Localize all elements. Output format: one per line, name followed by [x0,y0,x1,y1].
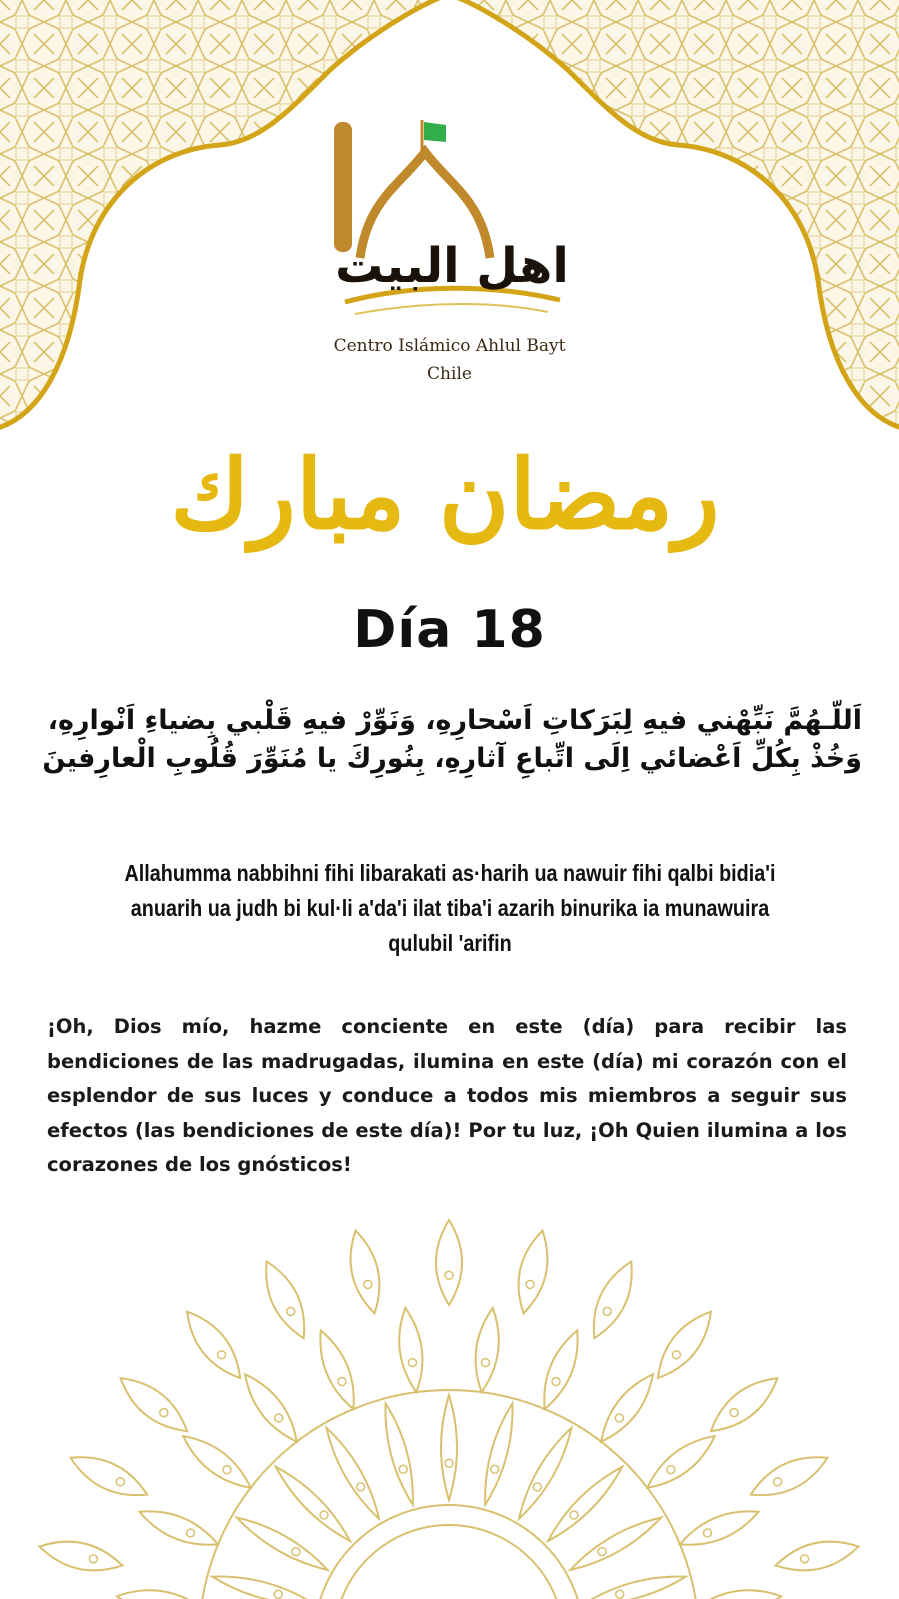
mandala-part [160,1409,168,1417]
mandala-part [672,1351,680,1359]
mandala-part [697,1590,781,1599]
mandala-part [276,1467,350,1541]
mandala-part [570,1511,578,1519]
mandala-part [526,1280,534,1288]
mandala-part [287,1307,295,1315]
mandala-part [711,1378,777,1431]
mandala-part [533,1483,541,1491]
mandala-part [385,1403,412,1504]
mandala-part [491,1465,499,1473]
mandala-part [274,1590,282,1598]
mandala-part [212,1576,313,1599]
geometric-pattern-header [0,0,899,460]
mandala-part [89,1555,97,1563]
mandala-part [751,1457,828,1495]
mandala-part [482,1359,490,1367]
day-title: Día 18 [353,600,546,660]
mandala-part [399,1308,422,1392]
mandala-part [364,1280,372,1288]
mandala-part [667,1466,675,1474]
mandala-part [314,1505,584,1599]
mandala-part [598,1548,606,1556]
mandala-part [544,1331,577,1410]
org-country: Chile [427,364,472,384]
mandala-part [71,1457,148,1495]
mandala-part [199,1390,699,1599]
mandala-part [338,1378,346,1386]
mandala-part [116,1478,124,1486]
mandala-part [519,1428,572,1519]
mandala-part [647,1436,714,1488]
ramadan-mubarak-calligraphy: رمضان مبارك [170,438,720,551]
mandala-part [548,1467,622,1541]
mandala-part [408,1359,416,1367]
org-name: Centro Islámico Ahlul Bayt [333,336,566,356]
mandala-part [776,1542,859,1571]
mandala-part [223,1466,231,1474]
mandala-part [680,1511,759,1544]
mandala-part [485,1403,512,1504]
mandala-part [320,1511,328,1519]
mandala-part [357,1483,365,1491]
mandala-part [40,1542,123,1571]
mandala-part [436,1220,462,1305]
green-flag-icon [424,122,446,142]
mandala-part [603,1307,611,1315]
dua-arabic-text: اَللّـهُمَّ نَبِّهْني فيهِ لِبَرَكاتِ اَسْحارِهِ، وَنَوِّرْ فيهِ قَلْبي بِضياءِ اَنْوارِهِ، وَخُذْ بِكُلِّ اَعْضائي اِلَى اتِّباعِ آثارِهِ، بِنُورِكَ يا مُنَوِّرَ قُلُوبِ الْعارِفينَ [42,705,862,774]
mandala-part [519,1231,548,1314]
mandala-part [140,1511,219,1544]
logo-arabic-text: اهل البيت [335,238,569,294]
mandala-part [616,1590,624,1598]
mandala-part [774,1478,782,1486]
mandala-part [476,1308,499,1392]
mandala-part [801,1555,809,1563]
mandala-part [183,1436,250,1488]
mandala-part [237,1518,328,1571]
mandala-part [658,1312,711,1378]
mandala-part [187,1312,240,1378]
mandala-part [570,1518,661,1571]
mandala-part [445,1271,453,1279]
mandala-part [445,1459,453,1467]
mandala-ornament [29,1220,869,1599]
mandala-part [552,1378,560,1386]
mandala-part [266,1262,304,1339]
mandala-part [615,1414,623,1422]
mandala-part [320,1331,353,1410]
mandala-part [327,1428,380,1519]
mandala-part [292,1548,300,1556]
mandala-part [594,1262,632,1339]
mandala-part [334,1525,564,1599]
mandala-part [703,1529,711,1537]
dua-transliteration: Allahumma nabbihni fihi libarakati as·harih ua nawuir fihi qalbi bidia'i anuarih ua judh bi kul·li a'da'i ilat tiba'i azarih binurika ia munawuira qulubil 'arifin [124,860,776,956]
mandala-part [275,1414,283,1422]
mandala-part [117,1590,201,1599]
mandala-part [187,1529,195,1537]
mandala-part [399,1465,407,1473]
mandala-part [730,1409,738,1417]
mandala-part [218,1351,226,1359]
mandala-part [601,1374,653,1441]
mandala-part [441,1395,457,1500]
mandala-part [245,1374,297,1441]
mandala-part [584,1576,685,1599]
dua-translation: ¡Oh, Dios mío, hazme conciente en este (día) para recibir las bendiciones de las madrugadas, ilumina en este (día) mi corazón con el esplendor de sus luces y conduce a todos mis miembros a seguir sus efectos (las bendiciones de este día)! Por tu luz, ¡Oh Quien ilumina a los corazones de los gnósticos! [47,1015,847,1176]
mandala-part [351,1231,380,1314]
mandala-part [121,1378,187,1431]
